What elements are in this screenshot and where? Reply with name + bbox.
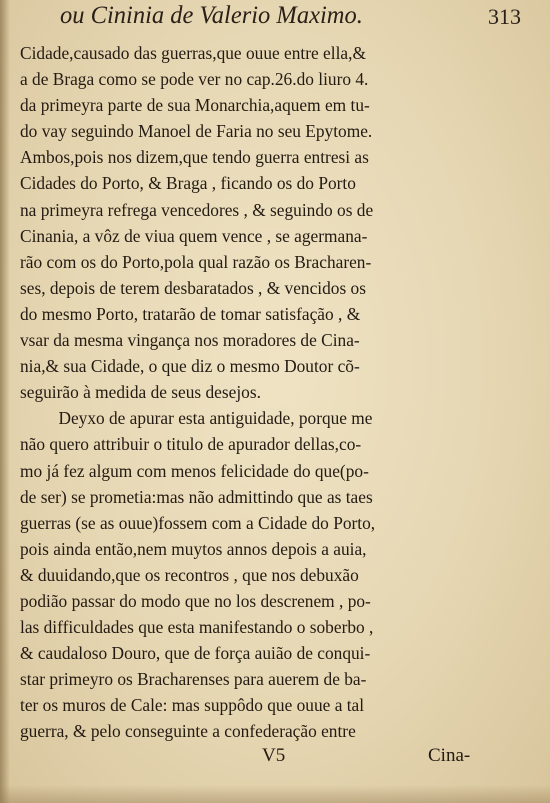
running-head: ou Cininia de Valerio Maximo. (60, 2, 363, 29)
text-line: pois ainda então,nem muytos annos depois a auia, (20, 538, 367, 559)
text-line: & duuidando,que os recontros , que nos debuxão (20, 564, 359, 585)
text-line: na primeyra refrega vencedores , & seguindo os de (20, 199, 374, 220)
text-line: mo já fez algum com menos felicidade do que(po- (20, 460, 369, 481)
text-line: do vay seguindo Manoel de Faria no seu Epytome. (20, 121, 373, 142)
text-line: star primeyro os Bracharenses para auerem de ba- (20, 669, 367, 690)
text-line: vsar da mesma vingança nos moradores de Cina- (20, 330, 360, 351)
text-line: ses, depois de terem desbaratados , & vencidos os (20, 277, 367, 298)
page-number: 313 (488, 4, 521, 29)
signature-mark: V5 (262, 745, 286, 766)
text-line: podião passar do modo que no los descrenem , po- (20, 590, 371, 611)
text-line: Ambos,pois nos dizem,que tendo guerra entresi as (20, 147, 369, 168)
text-line: ter os muros de Cale: mas suppôdo que ouue a tal (20, 695, 365, 716)
catchword: Cina- (428, 745, 471, 766)
text-line: seguirão à medida de seus desejos. (20, 382, 261, 403)
text-line: guerra, & pelo conseguinte a confederação entre (20, 721, 356, 742)
text-line: Cidade,causado das guerras,que ouue entre ella,& (20, 43, 366, 63)
text-line: guerras (se as ouue)fossem com a Cidade do Porto, (20, 512, 376, 533)
text-line: da primeyra parte de sua Monarchia,aquem em tu- (20, 95, 370, 116)
text-line: do mesmo Porto, tratarão de tomar satisfação , & (20, 303, 361, 324)
text-line: Cidades do Porto, & Braga , ficando os do Porto (20, 173, 356, 194)
text-line: & caudaloso Douro, que de força auião de conqui- (20, 643, 371, 664)
paragraph-start-line: Deyxo de apurar esta antiguidade, porque me (58, 408, 373, 429)
text-line: rão com os do Porto,pola qual razão os Bracharen- (20, 251, 372, 272)
page-footer (262, 745, 492, 771)
text-line: a de Braga como se pode ver no cap.26.do liuro 4. (20, 69, 369, 90)
text-line: nia,& sua Cidade, o que diz o mesmo Doutor cõ- (20, 356, 360, 377)
text-line: não quero attribuir o titulo de apurador dellas,co- (20, 434, 362, 455)
text-line: las difficuldades que esta manifestando o soberbo , (20, 617, 374, 638)
text-line: Cinania, a vôz de viua quem vence , se agermana- (20, 225, 368, 246)
text-line: de ser) se prometia:mas não admittindo que as taes (20, 486, 373, 507)
body-text (20, 40, 550, 745)
